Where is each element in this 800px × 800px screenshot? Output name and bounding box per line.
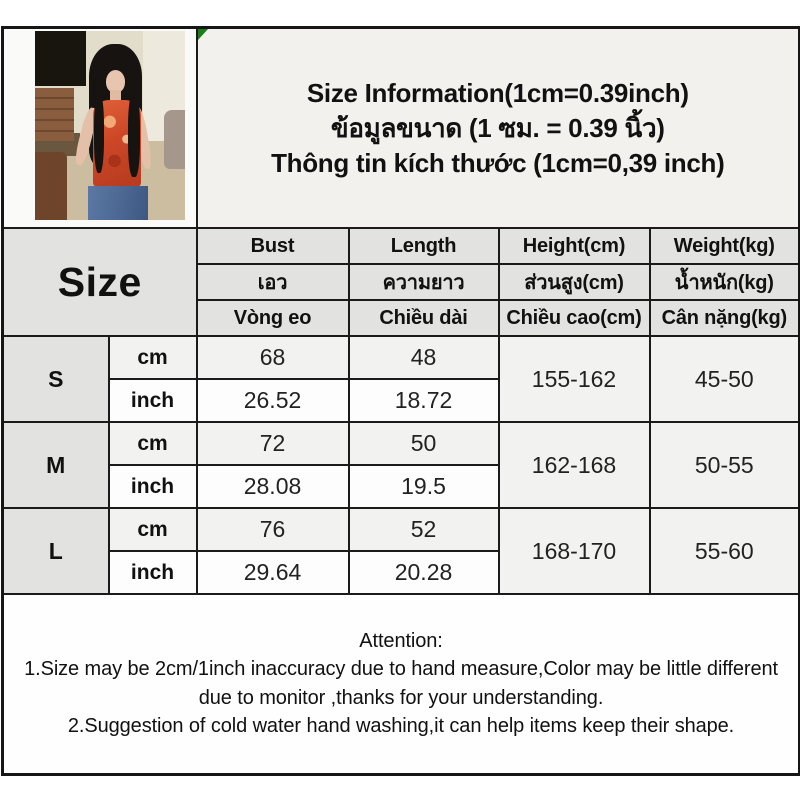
attention-section [3,594,800,774]
col-header-height-en: Height(cm) [499,228,650,264]
attention-note-2: 2.Suggestion of cold water hand washing,it can help items keep their shape. [67,715,735,738]
unit-cm-label: cm [109,336,197,379]
attention-heading: Attention: [359,629,443,652]
l-bust-inch: 29.64 [197,551,349,594]
title-line-vi: Thông tin kích thước (1cm=0,39 inch) [271,147,725,178]
unit-cm-label: cm [109,422,197,465]
unit-inch-label: inch [109,551,197,594]
m-bust-inch: 28.08 [197,465,349,508]
size-table [1,26,800,776]
col-header-length-th: ความยาว [349,264,499,300]
attention-note-1: 1.Size may be 2cm/1inch inaccuracy due to hand measure,Color may be little different due to monitor ,thanks for your understanding. [24,658,778,709]
title-line-en: Size Information(1cm=0.39inch) [306,77,689,108]
photo-cabinet [35,88,74,141]
col-header-bust-en: Bust [197,228,349,264]
product-photo [35,31,185,220]
size-m-label: M [3,422,109,508]
l-length-inch: 20.28 [349,551,499,594]
size-header: Size [3,228,197,336]
l-bust-cm: 76 [197,508,349,551]
col-header-length-vi: Chiều dài [349,300,499,336]
s-bust-cm: 68 [197,336,349,379]
photo-doorway [35,31,86,86]
size-chart-sheet [1,26,798,776]
size-l-label: L [3,508,109,594]
col-header-height-th: ส่วนสูง(cm) [499,264,650,300]
product-photo-cell [3,28,197,229]
col-header-bust-th: เอว [197,264,349,300]
col-header-bust-vi: Vòng eo [197,300,349,336]
s-length-cm: 48 [349,336,499,379]
col-header-weight-th: น้ำหนัก(kg) [650,264,800,300]
col-header-weight-en: Weight(kg) [650,228,800,264]
unit-inch-label: inch [109,465,197,508]
m-weight: 50-55 [650,422,800,508]
s-weight: 45-50 [650,336,800,422]
title-cell [197,28,800,229]
unit-cm-label: cm [109,508,197,551]
m-bust-cm: 72 [197,422,349,465]
s-bust-inch: 26.52 [197,379,349,422]
s-height: 155-162 [499,336,650,422]
m-height: 162-168 [499,422,650,508]
l-length-cm: 52 [349,508,499,551]
l-height: 168-170 [499,508,650,594]
size-s-label: S [3,336,109,422]
col-header-height-vi: Chiều cao(cm) [499,300,650,336]
green-corner-marker-icon [198,29,208,40]
col-header-weight-vi: Cân nặng(kg) [650,300,800,336]
col-header-length-en: Length [349,228,499,264]
l-weight: 55-60 [650,508,800,594]
photo-couch [35,152,67,220]
model-jeans [88,186,148,220]
m-length-inch: 19.5 [349,465,499,508]
title-line-th: ข้อมูลขนาด (1 ซม. = 0.39 นิ้ว) [330,112,665,143]
s-length-inch: 18.72 [349,379,499,422]
unit-inch-label: inch [109,379,197,422]
m-length-cm: 50 [349,422,499,465]
